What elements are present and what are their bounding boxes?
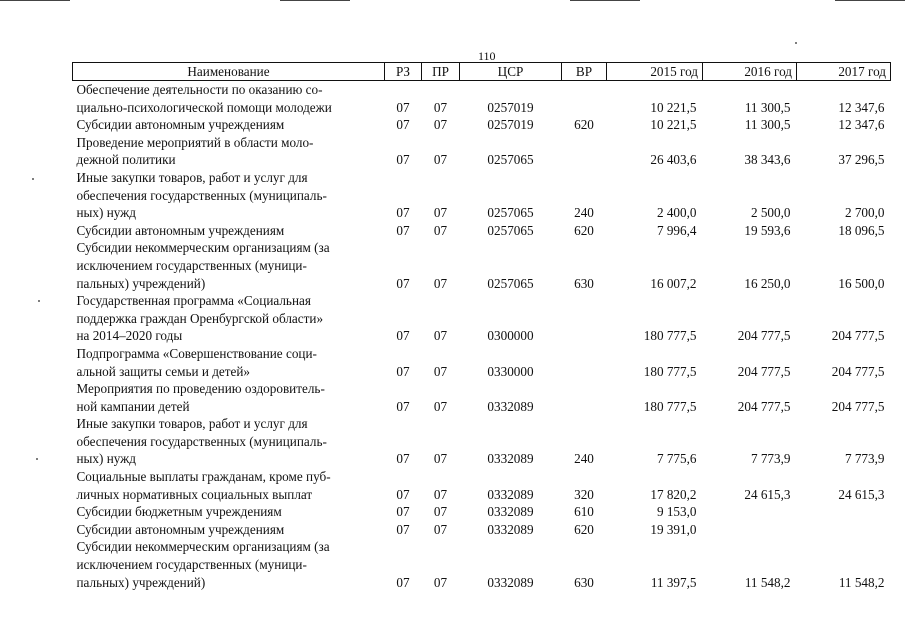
table-row	[73, 222, 891, 240]
cell-2016: 11 300,5	[744, 99, 791, 115]
table-body	[73, 81, 891, 592]
cell-pr: 07	[433, 328, 448, 344]
header-2017: 2017 год	[797, 63, 891, 81]
row-name-line: ных) нужд	[76, 205, 136, 221]
row-name-line: Иные закупки товаров, работ и услуг для	[76, 169, 308, 185]
cell-2016: 204 777,5	[737, 363, 791, 379]
cell-vr: 610	[574, 504, 594, 520]
row-name-line: обеспечения государственных (муниципаль-	[76, 187, 327, 203]
cell-rz: 07	[396, 205, 410, 221]
row-name-line: Подпрограмма «Совершенствование соци-	[76, 345, 317, 361]
cell-csr: 0257065	[487, 205, 534, 221]
table-row	[73, 169, 891, 222]
cell-pr: 07	[433, 574, 448, 590]
cell-rz: 07	[396, 451, 410, 467]
scan-speck	[38, 300, 40, 302]
table-row	[73, 503, 891, 521]
cell-2016: 19 593,6	[744, 222, 791, 238]
row-name-line: исключением государственных (муници-	[76, 557, 307, 573]
header-csr: ЦСР	[460, 63, 562, 81]
cell-vr	[562, 345, 607, 380]
cell-2017	[797, 503, 891, 521]
row-name-line: Субсидии некоммерческим организациям (за	[76, 240, 330, 256]
cell-name	[73, 521, 385, 539]
row-name-line: исключением государственных (муници-	[76, 257, 307, 273]
table-row	[73, 116, 891, 134]
scan-speck	[795, 42, 797, 44]
row-name-line: циально-психологической помощи молодежи	[76, 99, 332, 115]
cell-csr: 0332089	[487, 574, 534, 590]
cell-2017: 204 777,5	[831, 398, 885, 414]
cell-2017: 204 777,5	[831, 328, 885, 344]
cell-pr: 07	[433, 152, 448, 168]
cell-pr: 07	[433, 398, 448, 414]
budget-table	[72, 62, 891, 591]
cell-rz: 07	[396, 363, 410, 379]
cell-vr: 630	[574, 574, 594, 590]
cell-rz: 07	[396, 275, 410, 291]
row-name-line: Субсидии автономным учреждениям	[76, 521, 285, 537]
cell-vr: 240	[574, 451, 594, 467]
row-name-line: Иные закупки товаров, работ и услуг для	[76, 416, 308, 432]
cell-2017: 7 773,9	[844, 451, 885, 467]
row-name-line: пальных) учреждений)	[76, 275, 206, 291]
cell-csr: 0257019	[487, 117, 534, 133]
row-name-line: дежной политики	[76, 152, 176, 168]
cell-name	[73, 222, 385, 240]
cell-2016: 16 250,0	[744, 275, 791, 291]
cell-2015: 11 397,5	[650, 574, 697, 590]
cell-2017: 204 777,5	[831, 363, 885, 379]
row-name-line: на 2014–2020 годы	[76, 328, 183, 344]
cell-2016: 24 615,3	[744, 486, 791, 502]
cell-name	[73, 503, 385, 521]
row-name-line: Обеспечение деятельности по оказанию со-	[76, 82, 323, 97]
cell-vr: 620	[574, 117, 594, 133]
cell-2017: 37 296,5	[838, 152, 885, 168]
cell-rz: 07	[396, 504, 410, 520]
cell-pr: 07	[433, 275, 448, 291]
row-name-line: ных) нужд	[76, 451, 136, 467]
cell-pr: 07	[433, 99, 448, 115]
row-name-line: Субсидии бюджетным учреждениям	[76, 504, 282, 520]
cell-2015: 180 777,5	[643, 328, 697, 344]
cell-pr: 07	[433, 117, 448, 133]
row-name-line: Субсидии автономным учреждениям	[76, 222, 285, 238]
cell-vr	[562, 81, 607, 117]
cell-pr: 07	[433, 521, 448, 537]
cell-vr	[562, 292, 607, 345]
table-row	[73, 538, 891, 591]
row-name-line: Социальные выплаты гражданам, кроме пуб-	[76, 469, 331, 485]
header-2015: 2015 год	[607, 63, 703, 81]
table-row	[73, 81, 891, 117]
page-number: 110	[478, 49, 496, 63]
cell-2017: 16 500,0	[838, 275, 885, 291]
cell-name	[73, 292, 385, 345]
cell-2015: 26 403,6	[650, 152, 697, 168]
row-name-line: Субсидии некоммерческим организациям (за	[76, 539, 330, 555]
table-row	[73, 468, 891, 503]
cell-vr: 620	[574, 222, 594, 238]
cell-2015: 7 996,4	[656, 222, 697, 238]
scan-edge-mark	[280, 0, 350, 1]
cell-csr: 0332089	[487, 521, 534, 537]
row-name-line: Проведение мероприятий в области моло-	[76, 134, 314, 150]
cell-2016: 204 777,5	[737, 398, 791, 414]
row-name-line: Субсидии автономным учреждениям	[76, 117, 285, 133]
cell-rz: 07	[396, 486, 410, 502]
row-name-line: личных нормативных социальных выплат	[76, 486, 313, 502]
cell-2015: 2 400,0	[656, 205, 697, 221]
cell-name	[73, 169, 385, 222]
scan-edge-mark	[835, 0, 905, 1]
row-name-line: обеспечения государственных (муниципаль-	[76, 433, 327, 449]
cell-rz: 07	[396, 99, 410, 115]
cell-rz: 07	[396, 398, 410, 414]
scan-speck	[32, 178, 34, 180]
cell-2017: 24 615,3	[838, 486, 885, 502]
cell-rz: 07	[396, 117, 410, 133]
table-row	[73, 415, 891, 468]
cell-2015: 16 007,2	[650, 275, 697, 291]
cell-rz: 07	[396, 521, 410, 537]
row-name-line: поддержка граждан Оренбургской области»	[76, 310, 324, 326]
cell-csr: 0300000	[487, 328, 534, 344]
scan-edge-mark	[0, 0, 70, 1]
cell-rz: 07	[396, 328, 410, 344]
cell-2017: 12 347,6	[838, 99, 885, 115]
cell-2016: 11 300,5	[744, 117, 791, 133]
cell-csr: 0257019	[487, 99, 534, 115]
cell-vr	[562, 134, 607, 169]
cell-name	[73, 81, 385, 117]
cell-csr: 0257065	[487, 222, 534, 238]
header-name: Наименование	[73, 63, 385, 81]
cell-name	[73, 468, 385, 503]
cell-2017: 12 347,6	[838, 117, 885, 133]
cell-vr: 630	[574, 275, 594, 291]
table-row	[73, 521, 891, 539]
cell-2015: 10 221,5	[650, 117, 697, 133]
cell-2017: 2 700,0	[844, 205, 885, 221]
cell-2015: 10 221,5	[650, 99, 697, 115]
header-vr: ВР	[562, 63, 607, 81]
cell-name	[73, 116, 385, 134]
cell-2015: 180 777,5	[643, 363, 697, 379]
cell-pr: 07	[433, 363, 448, 379]
cell-pr: 07	[433, 222, 448, 238]
cell-csr: 0332089	[487, 451, 534, 467]
cell-2016: 38 343,6	[744, 152, 791, 168]
row-name-line: Мероприятия по проведению оздоровитель-	[76, 381, 325, 397]
cell-2016: 204 777,5	[737, 328, 791, 344]
row-name-line: пальных) учреждений)	[76, 574, 206, 590]
cell-csr: 0330000	[487, 363, 534, 379]
cell-name	[73, 415, 385, 468]
row-name-line: ной кампании детей	[76, 398, 190, 414]
cell-name	[73, 345, 385, 380]
cell-vr: 620	[574, 521, 594, 537]
cell-2016: 2 500,0	[750, 205, 791, 221]
cell-2017: 11 548,2	[838, 574, 885, 590]
cell-name	[73, 134, 385, 169]
row-name-line: Государственная программа «Социальная	[76, 293, 311, 309]
cell-name	[73, 538, 385, 591]
cell-vr: 240	[574, 205, 594, 221]
cell-2015: 17 820,2	[650, 486, 697, 502]
cell-rz: 07	[396, 222, 410, 238]
cell-2015: 9 153,0	[656, 504, 697, 520]
cell-pr: 07	[433, 451, 448, 467]
cell-2016	[703, 521, 797, 539]
cell-2016: 7 773,9	[750, 451, 791, 467]
table-row	[73, 134, 891, 169]
cell-csr: 0257065	[487, 275, 534, 291]
table-header-row	[73, 63, 891, 81]
cell-csr: 0332089	[487, 504, 534, 520]
header-rz: РЗ	[385, 63, 422, 81]
cell-rz: 07	[396, 574, 410, 590]
scan-edge-mark	[570, 0, 640, 1]
cell-2017	[797, 521, 891, 539]
cell-vr: 320	[574, 486, 594, 502]
cell-vr	[562, 380, 607, 415]
cell-2016: 11 548,2	[744, 574, 791, 590]
header-2016: 2016 год	[703, 63, 797, 81]
cell-2015: 180 777,5	[643, 398, 697, 414]
cell-name	[73, 239, 385, 292]
cell-csr: 0257065	[487, 152, 534, 168]
cell-pr: 07	[433, 486, 448, 502]
cell-2015: 7 775,6	[656, 451, 697, 467]
cell-2017: 18 096,5	[838, 222, 885, 238]
cell-pr: 07	[433, 205, 448, 221]
cell-csr: 0332089	[487, 486, 534, 502]
cell-2016	[703, 503, 797, 521]
table-row	[73, 380, 891, 415]
table-row	[73, 239, 891, 292]
cell-2015: 19 391,0	[650, 521, 697, 537]
header-pr: ПР	[422, 63, 460, 81]
table-row	[73, 345, 891, 380]
row-name-line: альной защиты семьи и детей»	[76, 363, 251, 379]
table-row	[73, 292, 891, 345]
cell-rz: 07	[396, 152, 410, 168]
cell-csr: 0332089	[487, 398, 534, 414]
cell-pr: 07	[433, 504, 448, 520]
scan-speck	[36, 458, 38, 460]
cell-name	[73, 380, 385, 415]
